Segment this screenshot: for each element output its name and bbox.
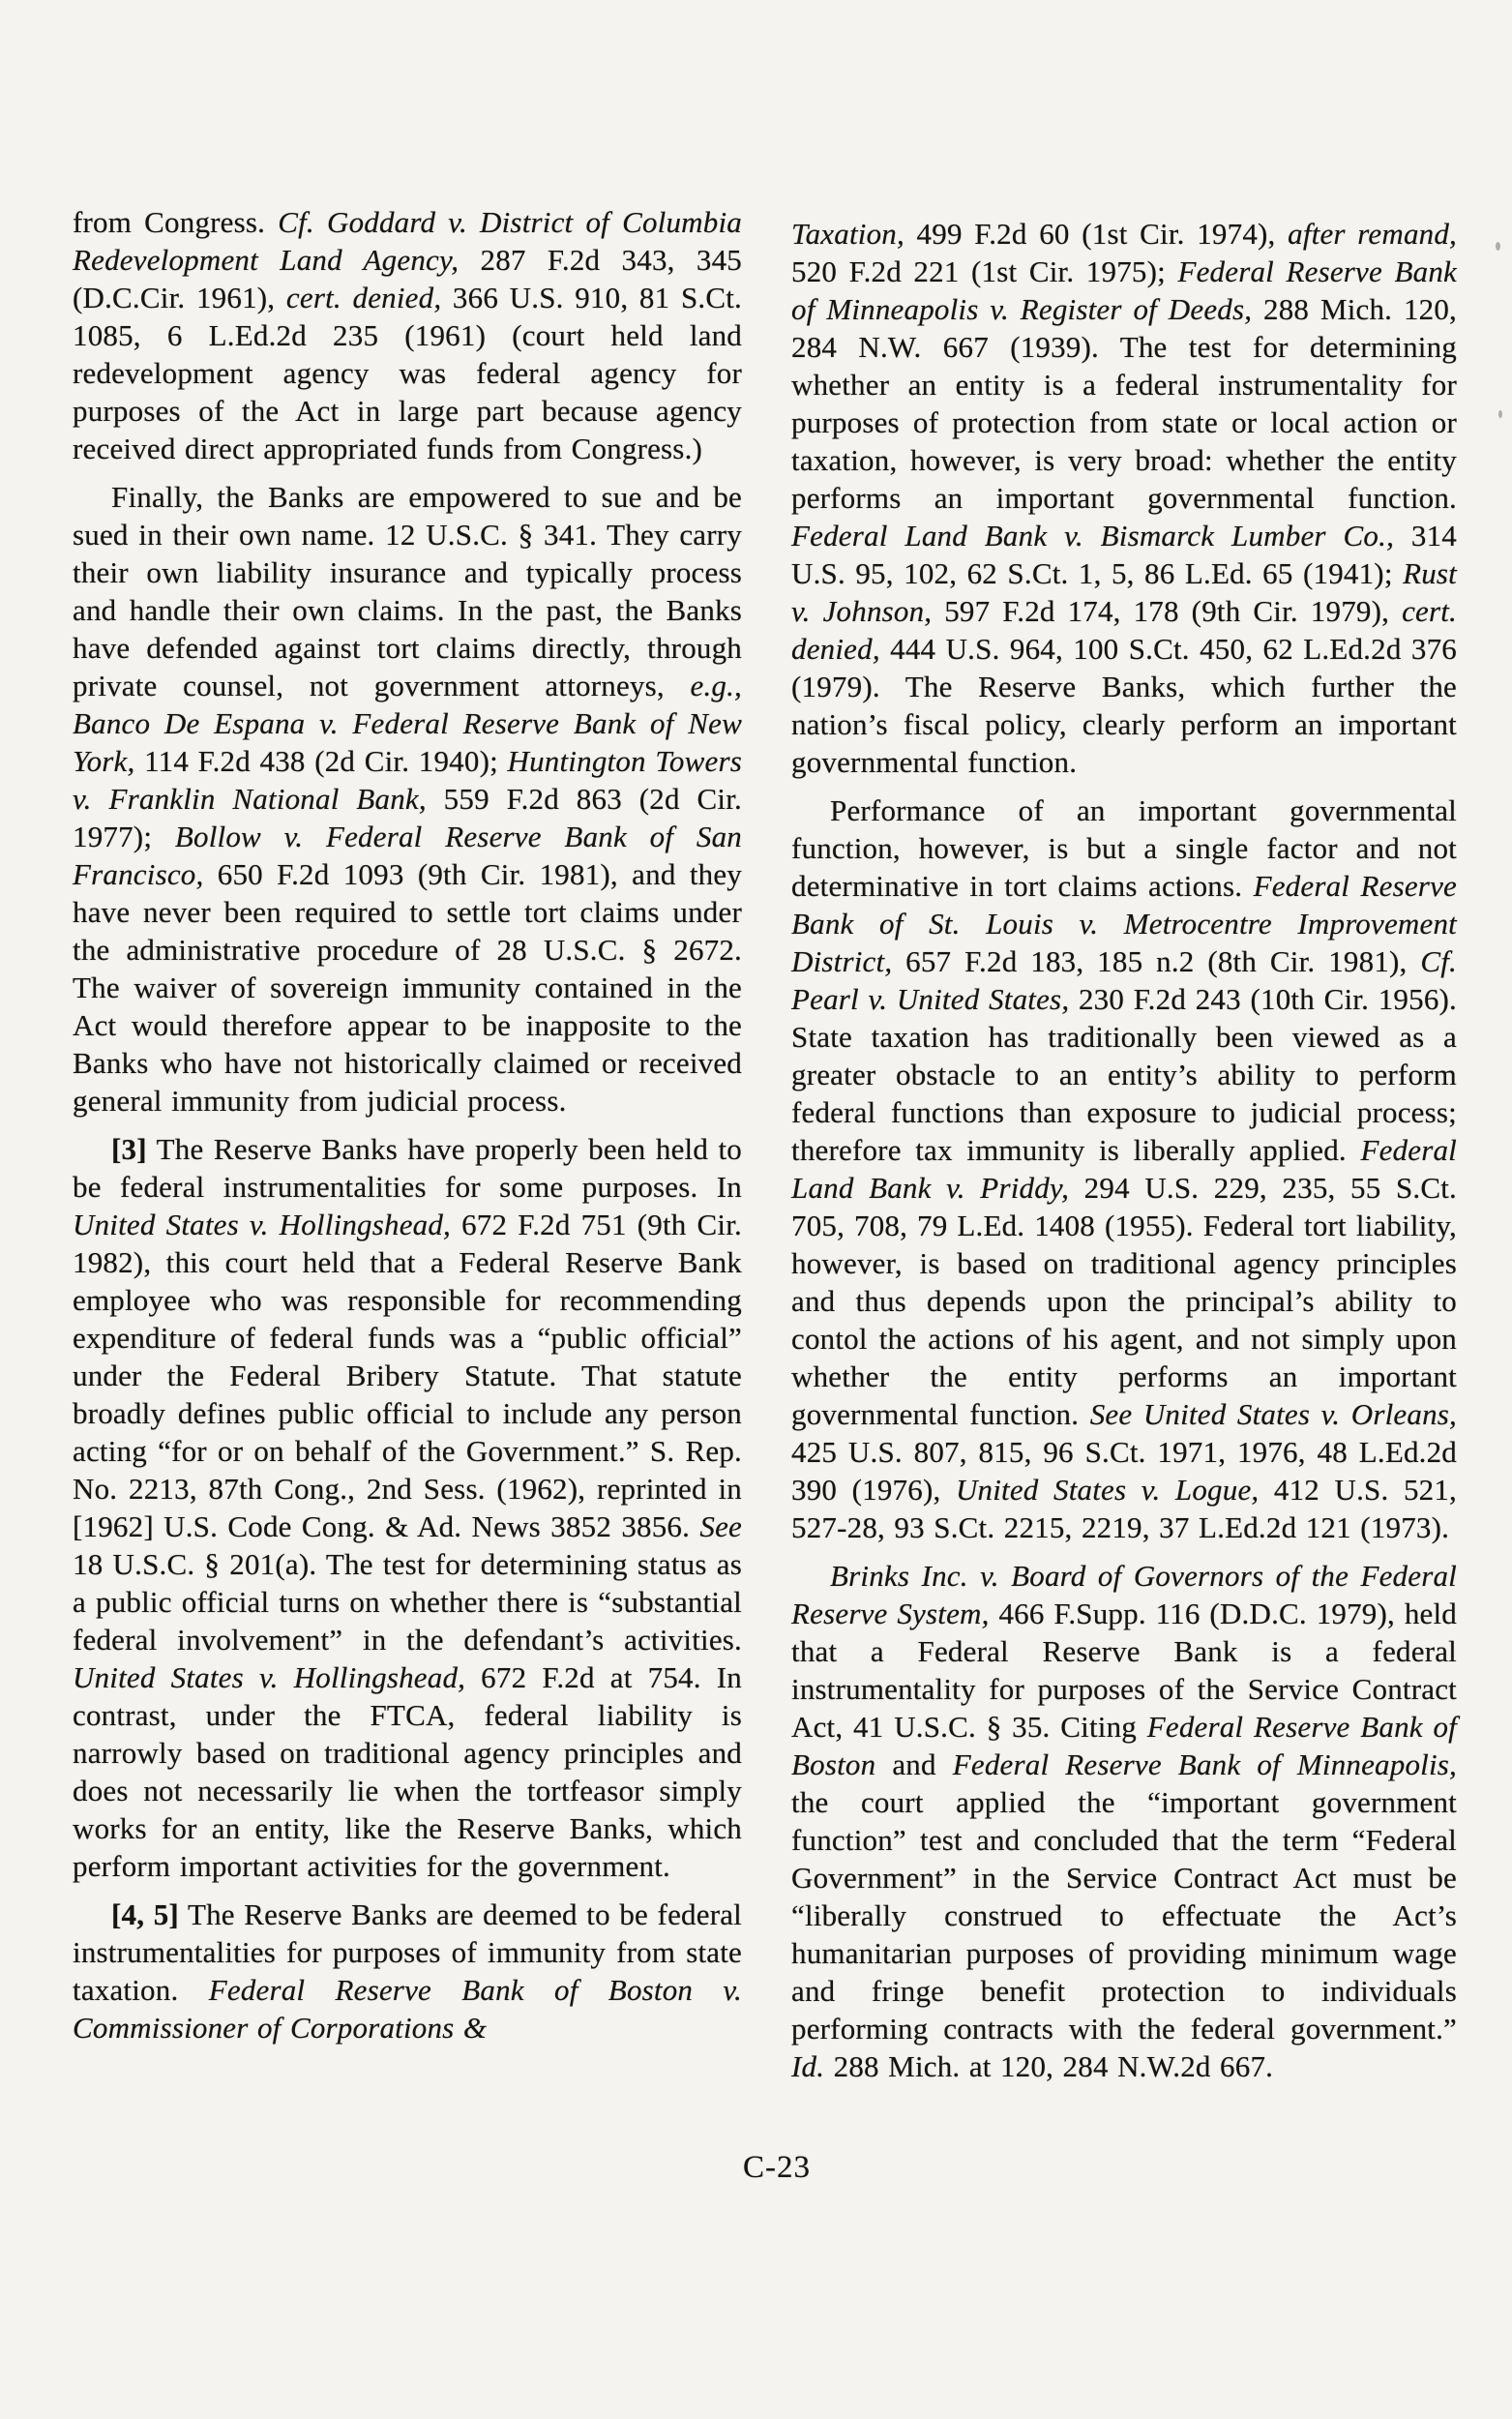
text-run: e.g., Banco De Espana v. Federal Reserve Bank of New York, [73,669,742,778]
text-run: Bollow v. Federal Reserve Bank of San Francisco, [73,820,742,891]
text-run: 287 F.2d 343, 345 (D.C.Cir. 1961), [73,243,742,314]
scan-speck [1496,242,1500,251]
text-run: Cf. Goddard v. District of Columbia Redevelopment Land Agency, [73,205,742,277]
text-run: Federal Reserve Bank of Minneapolis v. Register of Deeds, [791,254,1457,326]
text-run: [4, 5] [111,1897,179,1931]
text-run: 288 Mich. at 120, 284 N.W.2d 667. [824,2049,1274,2083]
text-run: 425 U.S. 807, 815, 96 S.Ct. 1971, 1976, 48 L.Ed.2d 390 (1976), [791,1435,1457,1507]
text-run: Federal Reserve Bank of Boston v. Commissioner of Corporations & [73,1973,743,2045]
paragraph [73,1896,742,2046]
paragraph [73,1130,742,1885]
text-run: Huntington Towers v. Franklin National Bank, [73,744,742,816]
text-run: 559 F.2d 863 (2d Cir. 1977); [73,782,742,853]
text-run: 672 F.2d 751 (9th Cir. 1982), this court held that a Federal Reserve Bank employee who was responsible for recommending expenditure of federal funds was a “public official” under the Federal Bribery Statute. That statute broadly defines public official to include any person acting “for or on behalf of the Government.” S. Rep. No. 2213, 87th Cong., 2nd Sess. (1962), reprinted in [1962] U.S. Code Cong. & Ad. News 3852 3856. [73,1208,742,1543]
page-number: C-23 [743,2150,811,2185]
text-run: 466 F.Supp. 116 (D.D.C. 1979), held that a Federal Reserve Bank is a federal instrumentality for purposes of the Service Contract Act, 41 U.S.C. § 35. Citing [791,1597,1457,1744]
paragraph [791,1557,1457,2085]
text-run: 288 Mich. 120, 284 N.W. 667 (1939). The test for determining whether an entity is a federal instrumentality for purposes of protection from state or local action or taxation, however, is very broad: whether the entity performs an important governmental function. [791,292,1457,515]
left-column [73,203,742,2046]
text-run: 520 F.2d 221 (1st Cir. 1975); [791,254,1178,288]
text-run: Federal Reserve Bank of Boston [791,1710,1457,1781]
text-run: Federal Reserve Bank of Minneapolis, [952,1747,1457,1781]
text-run: cert. denied, [791,594,1458,666]
text-run: 314 U.S. 95, 102, 62 S.Ct. 1, 5, 86 L.Ed. 65 (1941); [791,519,1457,590]
text-run: 444 U.S. 964, 100 S.Ct. 450, 62 L.Ed.2d 376 (1979). The Reserve Banks, which further the nation’s fiscal policy, clearly perform an important governmental function. [791,632,1457,779]
text-run: Performance of an important governmental function, however, is but a single factor and not determinative in tort claims actions. [791,793,1457,903]
text-run: Taxation, [791,217,904,251]
text-run: Brinks Inc. v. Board of Governors of the Federal Reserve System, [791,1559,1457,1630]
paragraph [73,478,742,1120]
text-run: cert. denied, [285,281,442,314]
text-run: [3] [111,1132,147,1166]
paragraph [791,215,1457,781]
text-run: 114 F.2d 438 (2d Cir. 1940); [134,744,508,778]
text-run: United States v. Hollingshead, [73,1660,466,1694]
text-run: Federal Land Bank v. Priddy, [791,1133,1457,1205]
text-run: 650 F.2d 1093 (9th Cir. 1981), and they have never been required to settle tort claims under the administrative procedure of 28 U.S.C. § 2672. The waiver of sovereign immunity contained in the Act would therefore appear to be inapposite to the Banks who have not historically claimed or received general immunity from judicial process. [73,857,742,1118]
text-run: 657 F.2d 183, 185 n.2 (8th Cir. 1981), [892,944,1421,978]
scan-speck [1498,410,1502,418]
text-run: Cf. Pearl v. United States, [791,944,1457,1016]
text-run: the court applied the “important government function” test and concluded that the term “Federal Government” in the Service Contract Act must be “liberally construed to effectuate the Act’s humanitarian purposes of providing minimum wage and fringe benefit protection to individuals performing contracts with the federal government.” [791,1785,1457,2046]
text-run: 294 U.S. 229, 235, 55 S.Ct. 705, 708, 79 L.Ed. 1408 (1955). Federal tort liability, however, is based on traditional agency principles and thus depends upon the principal’s ability to contol the actions of his agent, and not simply upon whether the entity performs an important governmental function. [791,1171,1457,1431]
text-run: Federal Land Bank v. Bismarck Lumber Co., [791,519,1395,552]
text-run: 672 F.2d at 754. In contrast, under the FTCA, federal liability is narrowly based on traditional agency principles and does not necessarily lie when the tortfeasor simply works for an entity, like the Reserve Banks, which perform important activities for the government. [73,1660,742,1883]
text-run: Finally, the Banks are empowered to sue and be sued in their own name. 12 U.S.C. § 341. They carry their own liability insurance and typically process and handle their own claims. In the past, the Banks have defended against tort claims directly, through private counsel, not government attorneys, [73,480,742,702]
text-run: from Congress. [73,205,279,239]
text-run: United States v. Hollingshead, [73,1208,452,1241]
text-run: 18 U.S.C. § 201(a). The test for determining status as a public official turns on whether there is “substantial federal involvement” in the defendant’s activities. [73,1547,742,1657]
text-run: See [699,1509,742,1543]
text-run: Rust v. Johnson, [791,556,1457,628]
text-run: See United States v. Orleans, [1089,1397,1457,1431]
text-run: Federal Reserve Bank of St. Louis v. Metrocentre Improvement District, [791,869,1457,978]
paragraph [791,791,1457,1546]
text-run: 597 F.2d 174, 178 (9th Cir. 1979), [932,594,1403,628]
text-run: United States v. Logue, [955,1473,1260,1507]
text-run: and [875,1747,953,1781]
text-run: The Reserve Banks are deemed to be federal instrumentalities for purposes of immunity from state taxation. [73,1897,742,2007]
text-run: 230 F.2d 243 (10th Cir. 1956). State taxation has traditionally been viewed as a greater obstacle to an entity’s ability to perform federal functions than exposure to judicial process; therefore tax immunity is liberally applied. [791,982,1457,1167]
text-run: after remand, [1288,217,1458,251]
paragraph [73,203,742,467]
text-run: 366 U.S. 910, 81 S.Ct. 1085, 6 L.Ed.2d 235 (1961) (court held land redevelopment agency was federal agency for purposes of the Act in large part because agency received direct appropriated funds from Congress.) [73,281,742,465]
text-run: The Reserve Banks have properly been held to be federal instrumentalities for some purposes. In [73,1132,742,1204]
right-column [791,215,1457,2085]
text-run: 412 U.S. 521, 527-28, 93 S.Ct. 2215, 2219, 37 L.Ed.2d 121 (1973). [791,1473,1458,1544]
text-run: Id. [791,2049,825,2083]
text-run: 499 F.2d 60 (1st Cir. 1974), [904,217,1289,251]
